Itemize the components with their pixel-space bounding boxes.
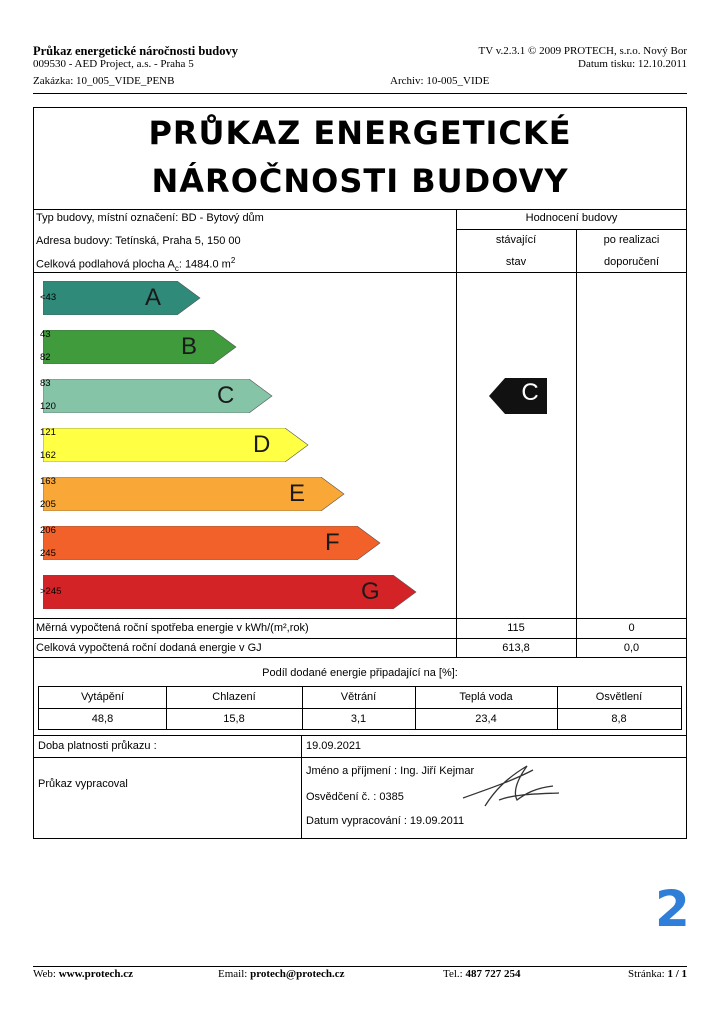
share-val-cooling: 15,8 — [223, 713, 245, 725]
energy-class-letter-b: B — [181, 333, 198, 360]
energy-class-letter-g: G — [361, 578, 380, 605]
grid-line — [33, 735, 687, 736]
grid-line — [39, 708, 681, 709]
energy-class-bar-b — [43, 330, 237, 364]
energy-class-range-low: 121 — [40, 427, 56, 438]
rating-current-label: stávající — [495, 234, 537, 246]
grid-line — [33, 757, 687, 758]
share-val-hot-water: 23,4 — [475, 713, 497, 725]
signature — [455, 760, 565, 812]
grid-line — [301, 735, 302, 839]
energy-class-range-low: <43 — [40, 292, 57, 303]
energy-class-range-high: 120 — [40, 401, 56, 412]
share-val-lighting: 8,8 — [611, 713, 627, 725]
footer-email: Email: protech@protech.cz — [218, 968, 345, 980]
footer-phone: Tel.: 487 727 254 — [443, 968, 521, 980]
total-energy-after: 0,0 — [623, 642, 640, 654]
rating-current-label-2: stav — [505, 256, 527, 268]
company-name: 009530 - AED Project, a.s. - Praha 5 — [33, 58, 194, 70]
grid-line — [456, 209, 457, 658]
specific-consumption-after: 0 — [628, 622, 635, 634]
grid-line — [456, 229, 687, 230]
energy-class-letter-f: F — [325, 529, 340, 556]
energy-class-range-low: 163 — [40, 476, 56, 487]
share-col-lighting: Osvětlení — [595, 691, 643, 703]
total-energy-label: Celková vypočtená roční dodaná energie v GJ — [36, 642, 262, 654]
footer-divider — [33, 966, 687, 967]
total-energy-current: 613,8 — [502, 642, 530, 654]
energy-share-table — [38, 686, 682, 730]
specific-consumption-label: Měrná vypočtená roční spotřeba energie v kWh/(m²,rok) — [36, 622, 309, 634]
energy-class-range-low: 83 — [40, 378, 51, 389]
energy-class-letter-e: E — [289, 480, 306, 507]
footer-web-link[interactable]: www.protech.cz — [58, 968, 134, 980]
certificate-title-line2: NÁROČNOSTI BUDOVY — [151, 162, 569, 200]
software-version: TV v.2.3.1 © 2009 PROTECH, s.r.o. Nový Bor — [478, 45, 687, 57]
author-name: Jméno a příjmení : Ing. Jiří Kejmar — [306, 765, 475, 777]
energy-class-range-high: 245 — [40, 548, 56, 559]
validity-date: 19.09.2021 — [306, 740, 362, 752]
author-label: Průkaz vypracoval — [38, 778, 128, 790]
grid-line — [576, 229, 577, 658]
share-val-ventilation: 3,1 — [350, 713, 367, 725]
building-floor-area: Celková podlahová plocha $A_c$: 1484.0 $m^2$ — [36, 256, 236, 273]
energy-class-range-high: 162 — [40, 450, 56, 461]
energy-class-letter-a: A — [145, 284, 162, 311]
rating-after-label-2: doporučení — [603, 256, 660, 268]
share-col-heating: Vytápění — [80, 691, 124, 703]
validity-label: Doba platnosti průkazu : — [38, 740, 157, 752]
energy-class-range-low: 206 — [40, 525, 56, 536]
building-type: Typ budovy, místní označení: BD - Bytový dům — [36, 212, 264, 224]
grid-line — [33, 638, 687, 639]
energy-class-bar-a — [43, 281, 201, 315]
archive-id: Archiv: 10-005_VIDE — [390, 75, 490, 87]
energy-class-letter-c: C — [217, 382, 235, 409]
footer-web: Web: www.protech.cz — [33, 968, 134, 980]
certificate-title-line1: PRŮKAZ ENERGETICKÉ — [148, 114, 572, 152]
print-date: Datum tisku: 12.10.2011 — [578, 58, 687, 70]
energy-class-range-low: >245 — [40, 586, 62, 597]
share-val-heating: 48,8 — [91, 713, 114, 725]
energy-class-letter-d: D — [253, 431, 271, 458]
energy-class-range-high: 82 — [40, 352, 51, 363]
author-certificate: Osvědčení č. : 0385 — [306, 791, 404, 803]
building-address: Adresa budovy: Tetínská, Praha 5, 150 00 — [36, 235, 241, 247]
author-date: Datum vypracování : 19.09.2011 — [306, 815, 465, 827]
specific-consumption-current: 115 — [507, 622, 525, 634]
energy-class-range-high: 205 — [40, 499, 56, 510]
energy-class-bar-c — [43, 379, 273, 413]
share-col-ventilation: Větrání — [340, 691, 377, 703]
rating-header: Hodnocení budovy — [525, 212, 618, 224]
document-title: Průkaz energetické náročnosti budovy — [33, 44, 238, 58]
grid-line — [33, 657, 687, 658]
footer-email-link[interactable]: protech@protech.cz — [250, 968, 345, 980]
order-number: Zakázka: 10_005_VIDE_PENB — [33, 75, 175, 87]
rating-after-label: po realizaci — [603, 234, 660, 246]
share-col-cooling: Chlazení — [212, 691, 256, 703]
energy-share-header: Podíl dodané energie připadající na [%]: — [262, 667, 458, 679]
footer-page: Stránka: 1 / 1 — [628, 968, 687, 980]
header-divider — [33, 93, 687, 94]
grid-line — [33, 618, 687, 619]
grid-line — [33, 209, 687, 210]
energy-class-range-low: 43 — [40, 329, 51, 340]
current-class-letter: C — [521, 379, 539, 406]
share-col-hot-water: Teplá voda — [459, 691, 513, 703]
page-badge: 2 — [655, 880, 690, 938]
